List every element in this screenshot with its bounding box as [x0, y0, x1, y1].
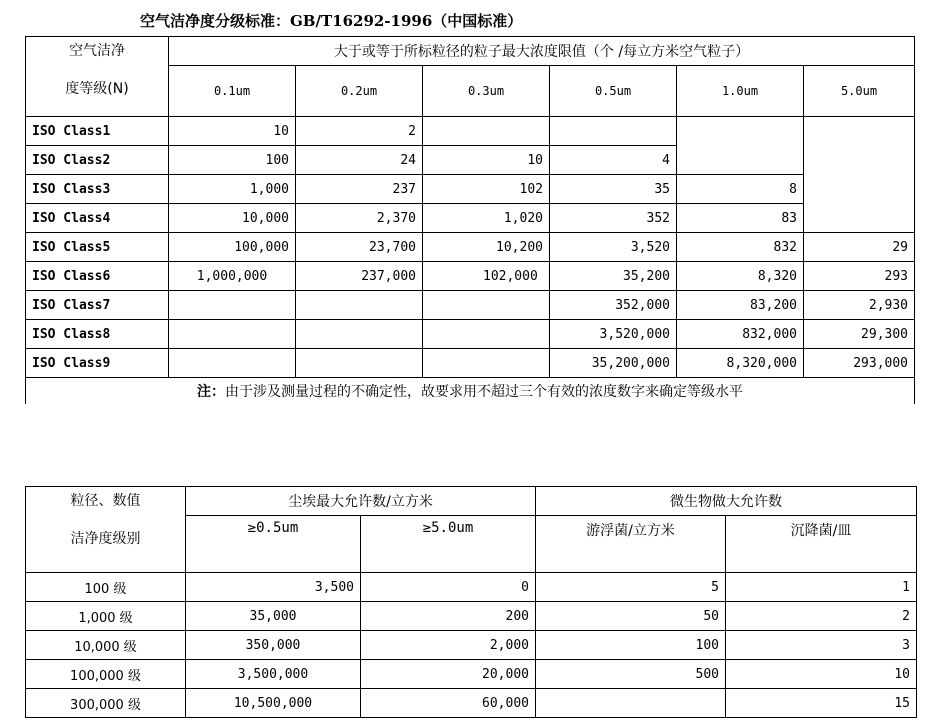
dust-header: 尘埃最大允许数/立方米	[186, 487, 536, 516]
value-cell: 8,320,000	[677, 349, 804, 378]
value-cell: 83,200	[677, 291, 804, 320]
size-header: 0.3um	[423, 66, 550, 117]
value-cell: 8	[677, 175, 804, 204]
value-cell: 2	[726, 602, 917, 631]
value-cell	[804, 175, 915, 204]
value-cell: 832	[677, 233, 804, 262]
value-cell: 8,320	[677, 262, 804, 291]
float-bacteria-header: 游浮菌/立方米	[536, 516, 726, 573]
value-cell: 10	[169, 117, 296, 146]
value-cell: 10	[423, 146, 550, 175]
value-cell: 2,370	[296, 204, 423, 233]
value-cell: 29,300	[804, 320, 915, 349]
value-cell: 3,500,000	[186, 660, 361, 689]
value-cell: 352,000	[550, 291, 677, 320]
gmp-cleanliness-table	[25, 486, 917, 718]
dust-05-header: ≥0.5um	[186, 516, 361, 573]
iso-class-cell: ISO Class3	[26, 175, 169, 204]
value-cell	[296, 291, 423, 320]
gmp-header-left	[26, 487, 186, 573]
iso-header-left-line2: 度等级(N)	[65, 81, 129, 97]
value-cell	[423, 117, 550, 146]
gmp-header-left-line2: 洁净度级别	[70, 531, 141, 547]
gmp-header-left-line1: 粒径、数值	[70, 493, 141, 509]
value-cell	[804, 117, 915, 146]
iso-class-cell: ISO Class2	[26, 146, 169, 175]
iso-class-cell: ISO Class8	[26, 320, 169, 349]
value-cell	[296, 320, 423, 349]
size-header: 0.5um	[550, 66, 677, 117]
value-cell: 100	[536, 631, 726, 660]
iso-class-cell: ISO Class4	[26, 204, 169, 233]
size-header: 0.1um	[169, 66, 296, 117]
value-cell: 0	[361, 573, 536, 602]
level-cell: 300,000 级	[26, 689, 186, 718]
table-row	[26, 573, 917, 602]
iso-header-top: 大于或等于所标粒径的粒子最大浓度限值（个 /每立方米空气粒子）	[169, 37, 915, 66]
value-cell: 60,000	[361, 689, 536, 718]
note-row	[26, 378, 915, 405]
table-row	[26, 291, 915, 320]
value-cell: 35,200	[550, 262, 677, 291]
value-cell: 50	[536, 602, 726, 631]
value-cell: 15	[726, 689, 917, 718]
iso-classification-table	[25, 36, 915, 404]
value-cell: 24	[296, 146, 423, 175]
value-cell: 100	[169, 146, 296, 175]
value-cell: 35,000	[186, 602, 361, 631]
value-cell: 3,500	[186, 573, 361, 602]
value-cell: 1	[726, 573, 917, 602]
value-cell: 237,000	[296, 262, 423, 291]
table-row	[26, 204, 915, 233]
value-cell: 4	[550, 146, 677, 175]
value-cell: 237	[296, 175, 423, 204]
size-header: 5.0um	[804, 66, 915, 117]
table-row	[26, 262, 915, 291]
size-header: 0.2um	[296, 66, 423, 117]
value-cell: 293	[804, 262, 915, 291]
value-cell	[536, 689, 726, 718]
value-cell	[677, 146, 804, 175]
table-row	[26, 349, 915, 378]
value-cell: 10,500,000	[186, 689, 361, 718]
value-cell	[423, 349, 550, 378]
value-cell: 2,930	[804, 291, 915, 320]
note-cell	[26, 378, 915, 405]
size-header: 1.0um	[677, 66, 804, 117]
value-cell	[804, 204, 915, 233]
value-cell	[677, 117, 804, 146]
note-label: 注：	[197, 384, 225, 400]
table-row	[26, 320, 915, 349]
iso-class-cell: ISO Class9	[26, 349, 169, 378]
value-cell	[804, 146, 915, 175]
iso-class-cell: ISO Class6	[26, 262, 169, 291]
value-cell: 10,000	[169, 204, 296, 233]
level-cell: 100,000 级	[26, 660, 186, 689]
iso-class-cell: ISO Class1	[26, 117, 169, 146]
value-cell: 832,000	[677, 320, 804, 349]
value-cell	[169, 291, 296, 320]
micro-header: 微生物做大允许数	[536, 487, 917, 516]
page-title: 空气洁净度分级标准：GB/T16292-1996（中国标准）	[140, 12, 523, 30]
table-row	[26, 233, 915, 262]
value-cell: 83	[677, 204, 804, 233]
value-cell: 20,000	[361, 660, 536, 689]
settle-bacteria-header: 沉降菌/皿	[726, 516, 917, 573]
table-row	[26, 631, 917, 660]
level-cell: 1,000 级	[26, 602, 186, 631]
iso-class-cell: ISO Class7	[26, 291, 169, 320]
level-cell: 100 级	[26, 573, 186, 602]
value-cell	[423, 291, 550, 320]
value-cell: 350,000	[186, 631, 361, 660]
value-cell: 1,000,000	[169, 262, 296, 291]
value-cell	[423, 320, 550, 349]
value-cell: 10,200	[423, 233, 550, 262]
iso-class-cell: ISO Class5	[26, 233, 169, 262]
value-cell: 3	[726, 631, 917, 660]
value-cell	[550, 117, 677, 146]
table-row	[26, 689, 917, 718]
table-row	[26, 602, 917, 631]
value-cell: 29	[804, 233, 915, 262]
value-cell: 200	[361, 602, 536, 631]
dust-50-header: ≥5.0um	[361, 516, 536, 573]
value-cell	[169, 349, 296, 378]
table-row	[26, 660, 917, 689]
value-cell: 500	[536, 660, 726, 689]
value-cell: 2,000	[361, 631, 536, 660]
value-cell: 10	[726, 660, 917, 689]
note-text: 由于涉及测量过程的不确定性，故要求用不超过三个有效的浓度数字来确定等级水平	[225, 384, 743, 400]
value-cell	[169, 320, 296, 349]
value-cell: 293,000	[804, 349, 915, 378]
value-cell: 5	[536, 573, 726, 602]
value-cell: 3,520,000	[550, 320, 677, 349]
value-cell: 35,200,000	[550, 349, 677, 378]
iso-header-left	[26, 37, 169, 117]
value-cell: 102	[423, 175, 550, 204]
value-cell: 1,020	[423, 204, 550, 233]
value-cell: 35	[550, 175, 677, 204]
iso-header-left-line1: 空气洁净	[69, 43, 125, 59]
value-cell	[296, 349, 423, 378]
table-row	[26, 146, 915, 175]
value-cell: 1,000	[169, 175, 296, 204]
value-cell: 23,700	[296, 233, 423, 262]
table-row	[26, 117, 915, 146]
table-row	[26, 175, 915, 204]
value-cell: 352	[550, 204, 677, 233]
level-cell: 10,000 级	[26, 631, 186, 660]
value-cell: 3,520	[550, 233, 677, 262]
value-cell: 102,000	[423, 262, 550, 291]
value-cell: 2	[296, 117, 423, 146]
value-cell: 100,000	[169, 233, 296, 262]
